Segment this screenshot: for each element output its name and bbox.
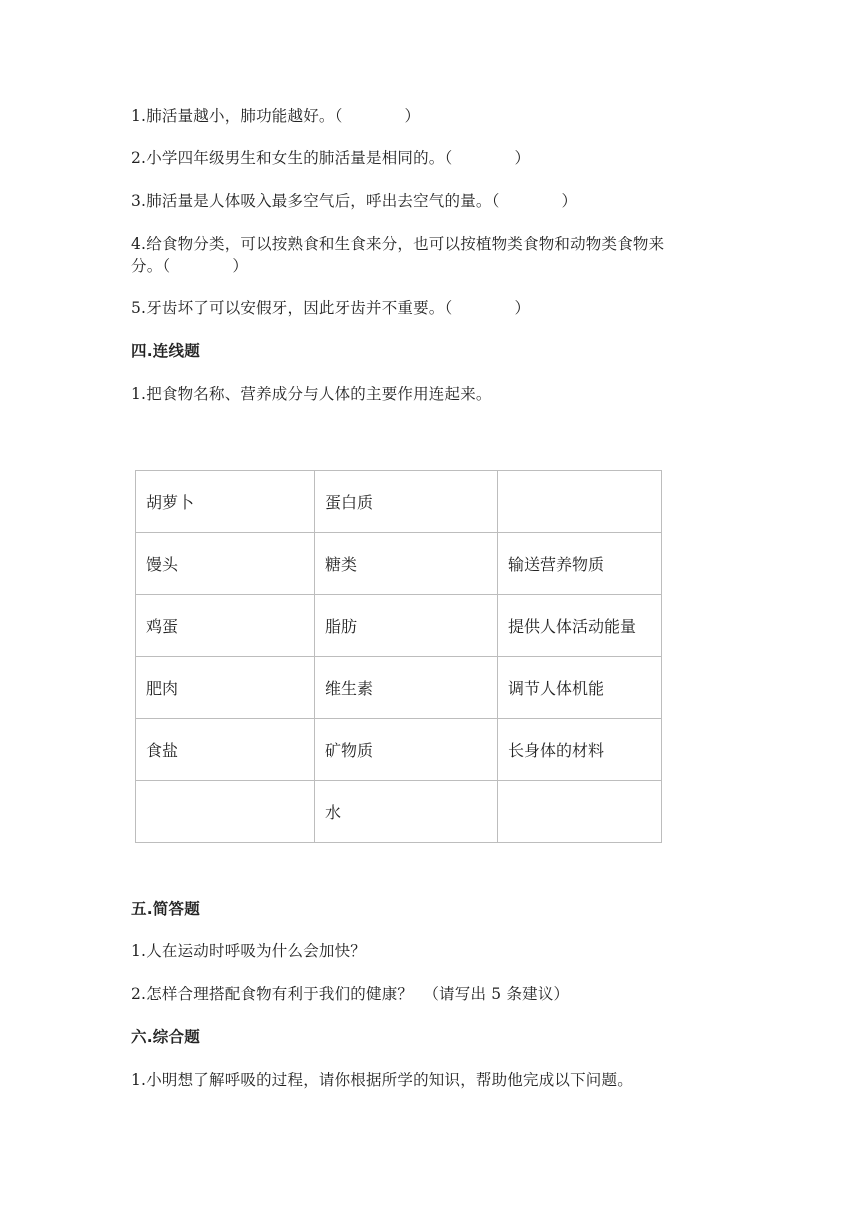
judgement-item-3-close: ） (561, 192, 578, 210)
section-heading-comprehensive: 六.综合题 (131, 1028, 200, 1046)
table-row (136, 595, 662, 657)
judgement-item-4-close: ） (232, 257, 249, 275)
table-cell-nutrient: 脂肪 (315, 595, 498, 657)
judgement-item-3 (131, 191, 577, 211)
table-cell-food: 鸡蛋 (136, 595, 315, 657)
table-cell-function: 调节人体机能 (498, 657, 662, 719)
table-row (136, 781, 662, 843)
table-cell-nutrient: 蛋白质 (315, 471, 498, 533)
table-cell-nutrient: 水 (315, 781, 498, 843)
table-cell-food: 食盐 (136, 719, 315, 781)
judgement-item-3-text: 3.肺活量是人体吸入最多空气后，呼出去空气的量。（ (131, 192, 500, 210)
table-cell-function: 长身体的材料 (498, 719, 662, 781)
table-cell-function (498, 471, 662, 533)
short-answer-question-1: 1.人在运动时呼吸为什么会加快？ (131, 942, 366, 960)
table-cell-function: 输送营养物质 (498, 533, 662, 595)
judgement-item-2 (131, 148, 530, 168)
table-cell-function: 提供人体活动能量 (498, 595, 662, 657)
judgement-item-5 (131, 298, 530, 318)
table-row (136, 471, 662, 533)
short-answer-question-2: 2.怎样合理搭配食物有利于我们的健康？ （请写出 5 条建议） (131, 985, 570, 1003)
table-cell-function (498, 781, 662, 843)
table-row (136, 533, 662, 595)
judgement-item-2-text: 2.小学四年级男生和女生的肺活量是相同的。（ (131, 149, 453, 167)
judgement-item-4-text2: 分。（ (131, 257, 171, 275)
table-cell-nutrient: 糖类 (315, 533, 498, 595)
table-row (136, 657, 662, 719)
judgement-item-4-cont (131, 256, 248, 276)
table-cell-nutrient: 矿物质 (315, 719, 498, 781)
table-cell-food: 肥肉 (136, 657, 315, 719)
table-row (136, 719, 662, 781)
judgement-item-5-close: ） (514, 299, 531, 317)
judgement-item-2-close: ） (514, 149, 531, 167)
table-cell-nutrient: 维生素 (315, 657, 498, 719)
judgement-item-4-text: 4.给食物分类，可以按熟食和生食来分，也可以按植物类食物和动物类食物来 (131, 235, 665, 253)
judgement-item-4 (131, 234, 664, 254)
judgement-item-1 (131, 106, 420, 126)
section-heading-short-answer: 五.简答题 (131, 900, 200, 918)
table-cell-food: 馒头 (136, 533, 315, 595)
judgement-item-1-close: ） (404, 107, 421, 125)
matching-question: 1.把食物名称、营养成分与人体的主要作用连起来。 (131, 385, 492, 403)
matching-table (135, 470, 662, 843)
judgement-item-1-text: 1.肺活量越小，肺功能越好。（ (131, 107, 343, 125)
table-cell-food: 胡萝卜 (136, 471, 315, 533)
comprehensive-question-1: 1.小明想了解呼吸的过程，请你根据所学的知识，帮助他完成以下问题。 (131, 1071, 633, 1089)
section-heading-matching: 四.连线题 (131, 342, 200, 360)
judgement-item-5-text: 5.牙齿坏了可以安假牙，因此牙齿并不重要。（ (131, 299, 453, 317)
table-cell-food (136, 781, 315, 843)
